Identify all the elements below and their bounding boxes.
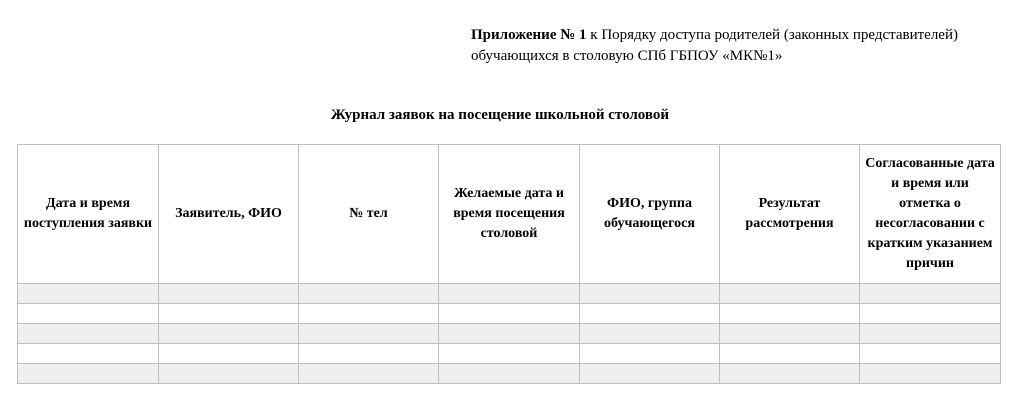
table-cell[interactable] <box>299 364 439 384</box>
table-row <box>18 344 1001 364</box>
table-cell[interactable] <box>18 304 159 324</box>
table-cell[interactable] <box>860 304 1001 324</box>
appendix-line-1 <box>471 25 958 46</box>
table-cell[interactable] <box>439 324 580 344</box>
table-cell[interactable] <box>720 304 860 324</box>
appendix-note <box>471 25 958 67</box>
table-cell[interactable] <box>580 304 720 324</box>
table-cell[interactable] <box>299 304 439 324</box>
table-row <box>18 364 1001 384</box>
table-cell[interactable] <box>860 344 1001 364</box>
table-cell[interactable] <box>159 364 299 384</box>
table-cell[interactable] <box>860 364 1001 384</box>
table-row <box>18 324 1001 344</box>
appendix-number: Приложение № 1 <box>471 27 587 43</box>
document-title: Журнал заявок на посещение школьной столовой <box>330 107 670 123</box>
appendix-line-2: обучающихся в столовую СПб ГБПОУ «МК№1» <box>471 48 783 64</box>
table-cell[interactable] <box>720 284 860 304</box>
table-cell[interactable] <box>439 364 580 384</box>
table-cell[interactable] <box>860 284 1001 304</box>
column-header: Результат рассмотрения <box>720 145 860 284</box>
journal-table <box>17 144 1001 384</box>
table-cell[interactable] <box>580 364 720 384</box>
column-header: Согласованные дата и время или отметка о несогласовании с кратким указанием причин <box>860 145 1001 284</box>
table-cell[interactable] <box>860 324 1001 344</box>
table-cell[interactable] <box>299 344 439 364</box>
column-header: Дата и время поступления заявки <box>18 145 159 284</box>
table-cell[interactable] <box>580 344 720 364</box>
table-cell[interactable] <box>299 284 439 304</box>
table-cell[interactable] <box>580 284 720 304</box>
appendix-line-1-text: к Порядку доступа родителей (законных представителей) <box>586 27 958 43</box>
column-header: № тел <box>299 145 439 284</box>
table-cell[interactable] <box>439 284 580 304</box>
column-header: ФИО, группа обучающегося <box>580 145 720 284</box>
table-cell[interactable] <box>159 344 299 364</box>
table-cell[interactable] <box>18 344 159 364</box>
table-cell[interactable] <box>18 364 159 384</box>
column-header: Заявитель, ФИО <box>159 145 299 284</box>
header-row <box>18 145 1001 284</box>
table-row <box>18 304 1001 324</box>
table-cell[interactable] <box>439 304 580 324</box>
table-cell[interactable] <box>720 324 860 344</box>
table-cell[interactable] <box>720 364 860 384</box>
table-row <box>18 284 1001 304</box>
table-cell[interactable] <box>18 284 159 304</box>
table-cell[interactable] <box>439 344 580 364</box>
table-cell[interactable] <box>159 304 299 324</box>
column-header: Желаемые дата и время посещения столовой <box>439 145 580 284</box>
table-cell[interactable] <box>18 324 159 344</box>
table-cell[interactable] <box>299 324 439 344</box>
table-cell[interactable] <box>580 324 720 344</box>
table-cell[interactable] <box>720 344 860 364</box>
table-cell[interactable] <box>159 284 299 304</box>
table-cell[interactable] <box>159 324 299 344</box>
